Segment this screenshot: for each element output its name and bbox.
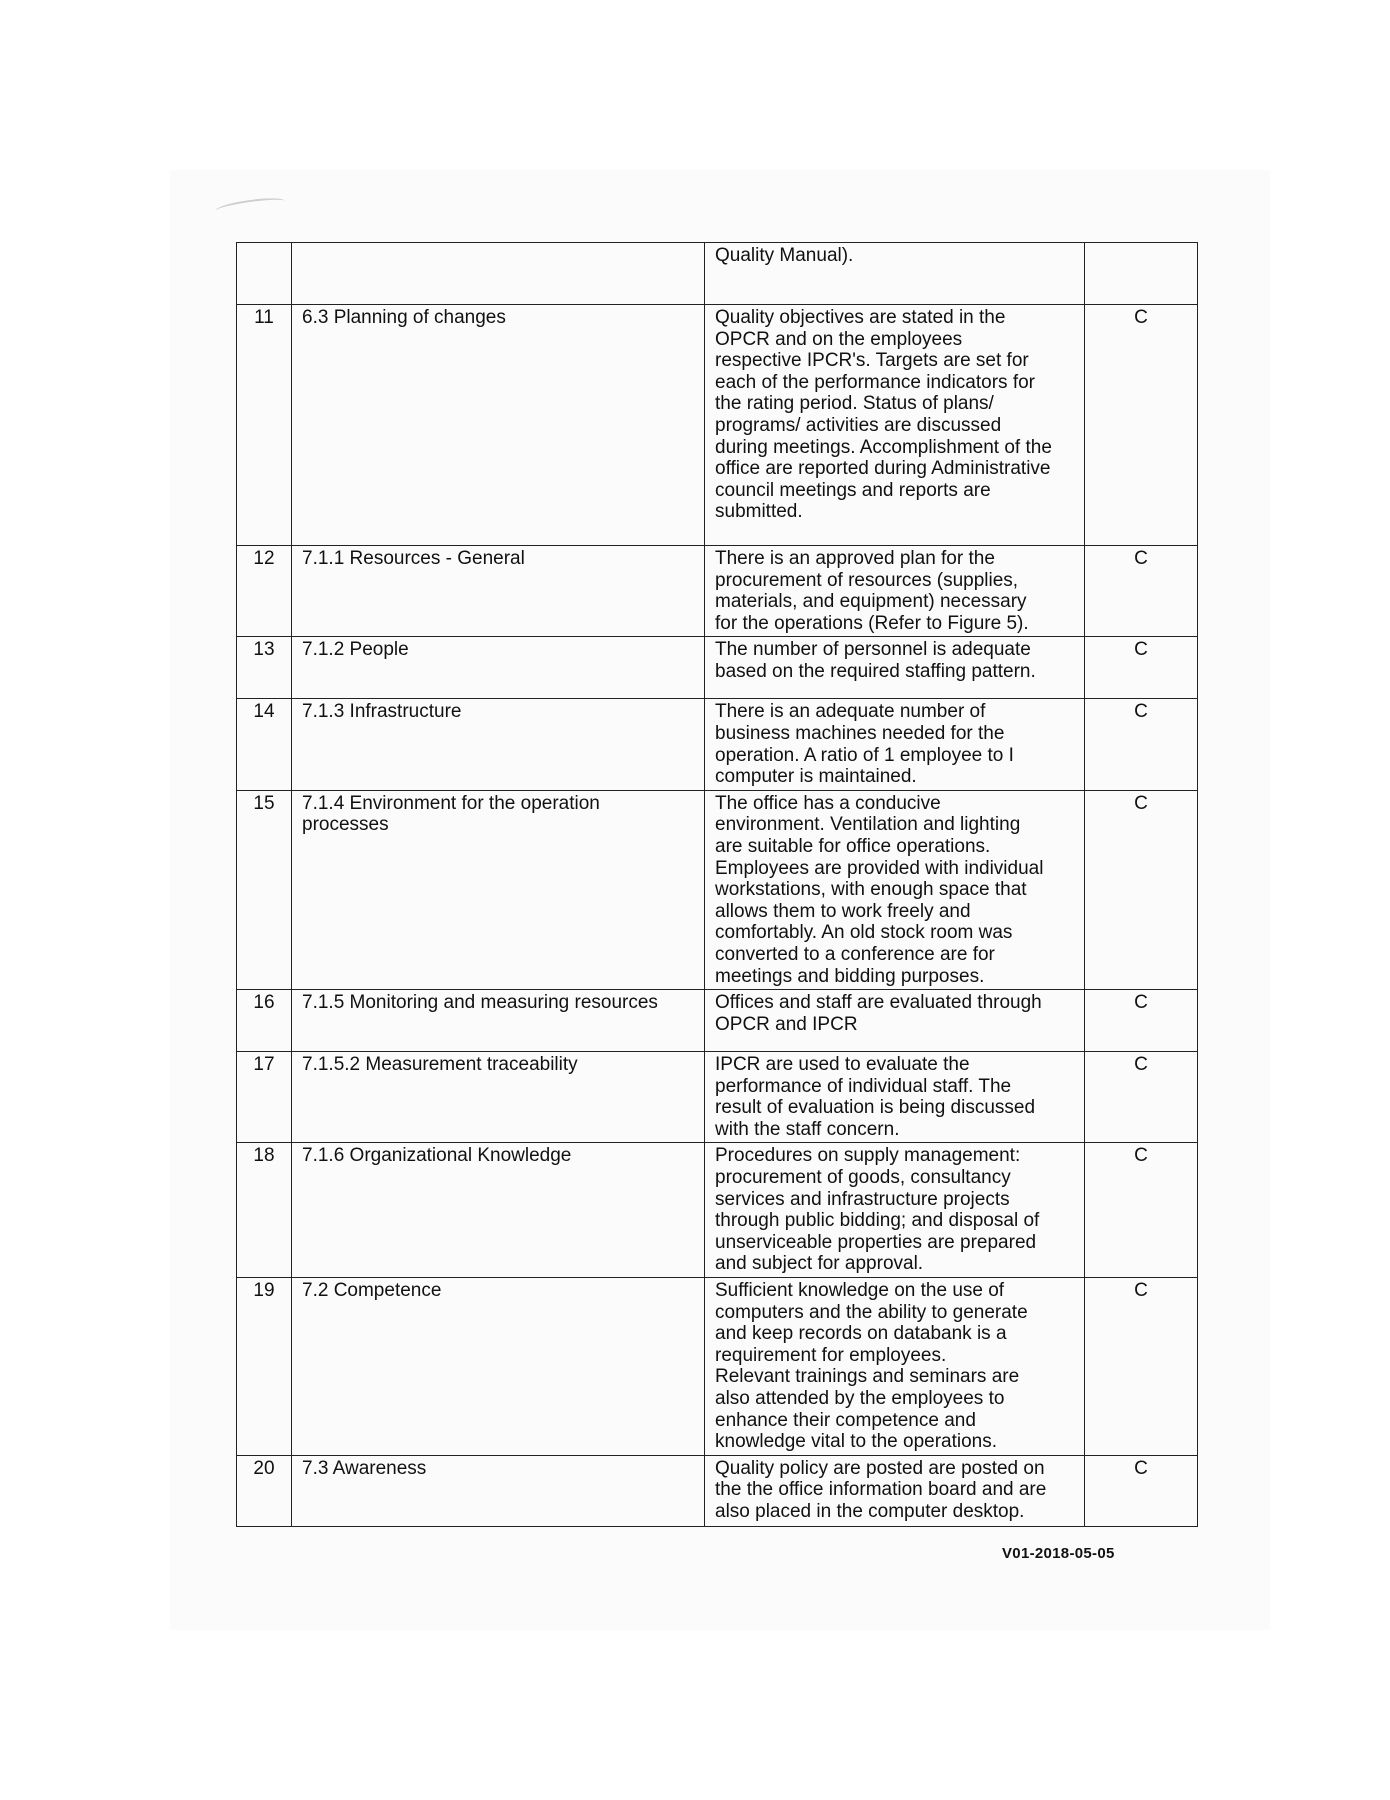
clause-cell: 7.1.5 Monitoring and measuring resources	[292, 990, 705, 1052]
evidence-cell: Offices and staff are evaluated through OPCR and IPCR	[705, 990, 1085, 1052]
row-number: 18	[237, 1143, 292, 1278]
row-number: 20	[237, 1455, 292, 1526]
evidence-cell: Procedures on supply management: procurement of goods, consultancy services and infrastructure projects through public bidding; and disposal of unserviceable properties are prepared and subject for approval.	[705, 1143, 1085, 1278]
audit-table	[236, 242, 1198, 1527]
clause-cell: 7.1.5.2 Measurement traceability	[292, 1052, 705, 1143]
rating-cell: C	[1085, 305, 1198, 546]
table-row	[237, 637, 1198, 699]
row-number: 15	[237, 790, 292, 989]
row-number: 13	[237, 637, 292, 699]
clause-cell: 7.2 Competence	[292, 1278, 705, 1456]
rating-cell: C	[1085, 1278, 1198, 1456]
rating-cell: C	[1085, 790, 1198, 989]
rating-cell: C	[1085, 699, 1198, 790]
table-row	[237, 546, 1198, 637]
table-row	[237, 1052, 1198, 1143]
evidence-cell: IPCR are used to evaluate the performance of individual staff. The result of evaluation is being discussed with the staff concern.	[705, 1052, 1085, 1143]
clause-cell: 6.3 Planning of changes	[292, 305, 705, 546]
evidence-cell: Quality Manual).	[705, 243, 1085, 305]
row-number: 16	[237, 990, 292, 1052]
rating-cell	[1085, 243, 1198, 305]
rating-cell: C	[1085, 546, 1198, 637]
row-number: 14	[237, 699, 292, 790]
clause-cell: 7.1.6 Organizational Knowledge	[292, 1143, 705, 1278]
clause-cell: 7.1.3 Infrastructure	[292, 699, 705, 790]
evidence-cell: The number of personnel is adequate based on the required staffing pattern.	[705, 637, 1085, 699]
evidence-cell: There is an approved plan for the procurement of resources (supplies, materials, and equipment) necessary for the operations (Refer to Figure 5).	[705, 546, 1085, 637]
evidence-cell: There is an adequate number of business machines needed for the operation. A ratio of 1 employee to I computer is maintained.	[705, 699, 1085, 790]
clause-cell: 7.1.4 Environment for the operation processes	[292, 790, 705, 989]
table-row	[237, 990, 1198, 1052]
rating-cell: C	[1085, 637, 1198, 699]
clause-cell: 7.1.1 Resources - General	[292, 546, 705, 637]
clause-cell: 7.3 Awareness	[292, 1455, 705, 1526]
row-number: 19	[237, 1278, 292, 1456]
table-row	[237, 699, 1198, 790]
evidence-cell: The office has a conducive environment. Ventilation and lighting are suitable for office operations. Employees are provided with individual workstations, with enough space that allows them to work freely and comfortably. An old stock room was converted to a conference are for meetings and bidding purposes.	[705, 790, 1085, 989]
row-number: 12	[237, 546, 292, 637]
clause-cell	[292, 243, 705, 305]
table-row	[237, 790, 1198, 989]
row-number	[237, 243, 292, 305]
table-row	[237, 1278, 1198, 1456]
table-row	[237, 305, 1198, 546]
rating-cell: C	[1085, 1052, 1198, 1143]
evidence-cell: Quality objectives are stated in the OPCR and on the employees respective IPCR's. Targets are set for each of the performance indicators for the rating period. Status of plans/ programs/ activities are discussed during meetings. Accomplishment of the office are reported during Administrative council meetings and reports are submitted.	[705, 305, 1085, 546]
rating-cell: C	[1085, 1143, 1198, 1278]
table-row	[237, 243, 1198, 305]
row-number: 11	[237, 305, 292, 546]
table-row	[237, 1143, 1198, 1278]
rating-cell: C	[1085, 990, 1198, 1052]
evidence-cell: Quality policy are posted are posted on the the office information board and are also placed in the computer desktop.	[705, 1455, 1085, 1526]
evidence-cell: Sufficient knowledge on the use of computers and the ability to generate and keep records on databank is a requirement for employees. Relevant trainings and seminars are also attended by the employees to enhance their competence and knowledge vital to the operations.	[705, 1278, 1085, 1456]
table-row	[237, 1455, 1198, 1526]
row-number: 17	[237, 1052, 292, 1143]
rating-cell: C	[1085, 1455, 1198, 1526]
version-footer: V01-2018-05-05	[1002, 1545, 1115, 1562]
clause-cell: 7.1.2 People	[292, 637, 705, 699]
